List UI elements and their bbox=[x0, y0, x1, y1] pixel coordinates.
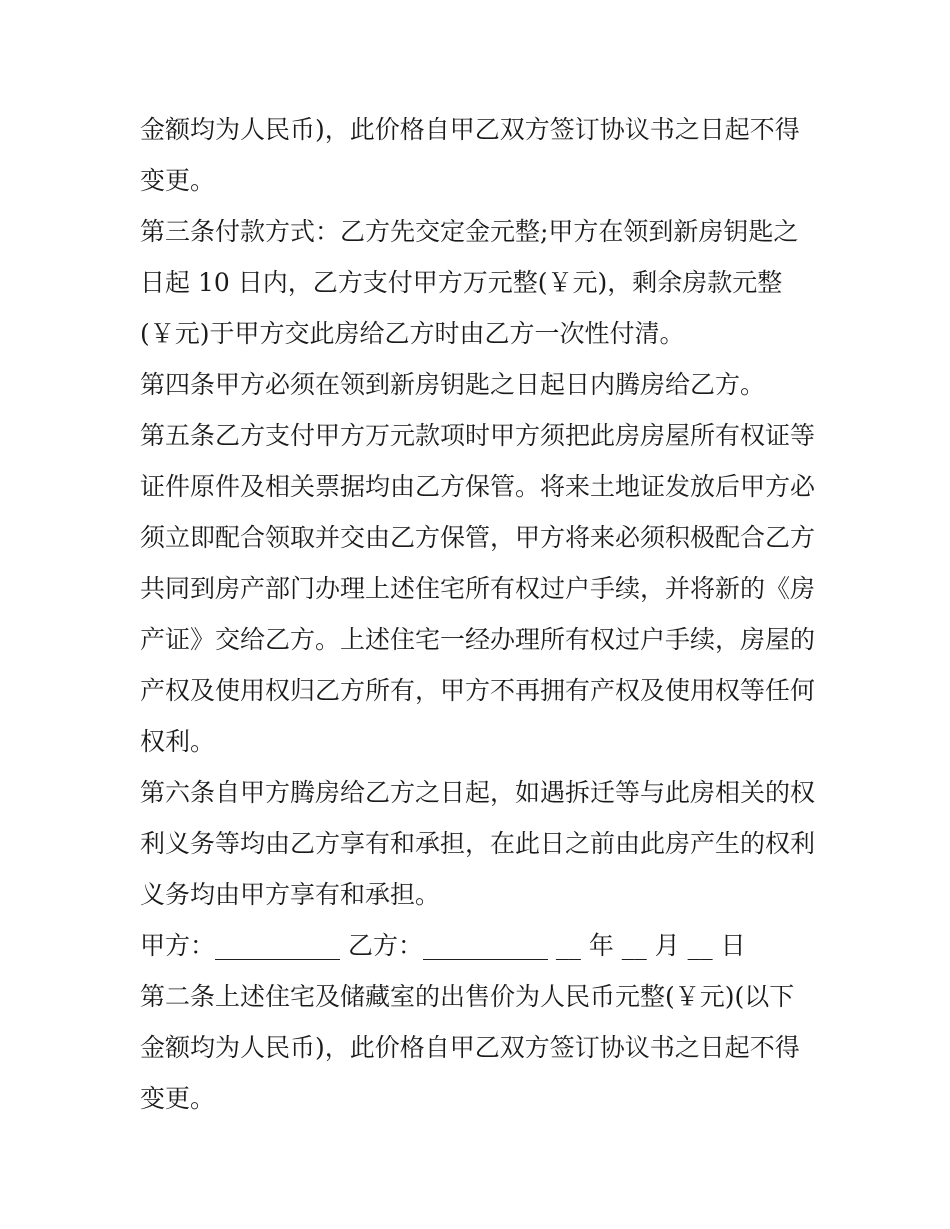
clause-four-line: 第四条甲方必须在领到新房钥匙之日起日内腾房给乙方。 bbox=[140, 370, 766, 399]
text-line: 义务均由甲方享有和承担。 bbox=[140, 880, 441, 909]
text-line: 金额均为人民币)，此价格自甲乙双方签订协议书之日起不得 bbox=[140, 1033, 800, 1062]
contract-body bbox=[140, 104, 820, 1124]
text-line: 产证》交给乙方。上述住宅一经办理所有权过户手续，房屋的 bbox=[140, 625, 816, 654]
text-line: (￥元)于甲方交此房给乙方时由乙方一次性付清。 bbox=[140, 319, 685, 348]
text-line: 金额均为人民币)，此价格自甲乙双方签订协议书之日起不得 bbox=[140, 115, 800, 144]
text-line: 证件原件及相关票据均由乙方保管。将来土地证发放后甲方必 bbox=[140, 472, 816, 501]
clause-five-line: 第五条乙方支付甲方万元款项时甲方须把此房房屋所有权证等 bbox=[140, 421, 816, 450]
clause-six-line: 第六条自甲方腾房给乙方之日起，如遇拆迁等与此房相关的权 bbox=[140, 778, 816, 807]
clause-three-line: 第三条付款方式：乙方先交定金元整;甲方在领到新房钥匙之 bbox=[140, 217, 799, 246]
text-line: 变更。 bbox=[140, 166, 216, 195]
text-line: 日起 10 日内，乙方支付甲方万元整(￥元)，剩余房款元整 bbox=[140, 268, 783, 297]
text-line: 产权及使用权归乙方所有，甲方不再拥有产权及使用权等任何 bbox=[140, 676, 816, 705]
text-line: 权利。 bbox=[140, 727, 216, 756]
text-line: 利义务等均由乙方享有和承担，在此日之前由此房产生的权利 bbox=[140, 829, 816, 858]
text-line: 变更。 bbox=[140, 1084, 216, 1113]
clause-two-line: 第二条上述住宅及储藏室的出售价为人民币元整(￥元)(以下 bbox=[140, 982, 795, 1011]
text-line: 须立即配合领取并交由乙方保管，甲方将来必须积极配合乙方 bbox=[140, 523, 816, 552]
text-line: 共同到房产部门办理上述住宅所有权过户手续，并将新的《房 bbox=[140, 574, 816, 603]
signature-line: 甲方：__________ 乙方：__________ __ 年 __ 月 __ 日 bbox=[140, 931, 746, 960]
